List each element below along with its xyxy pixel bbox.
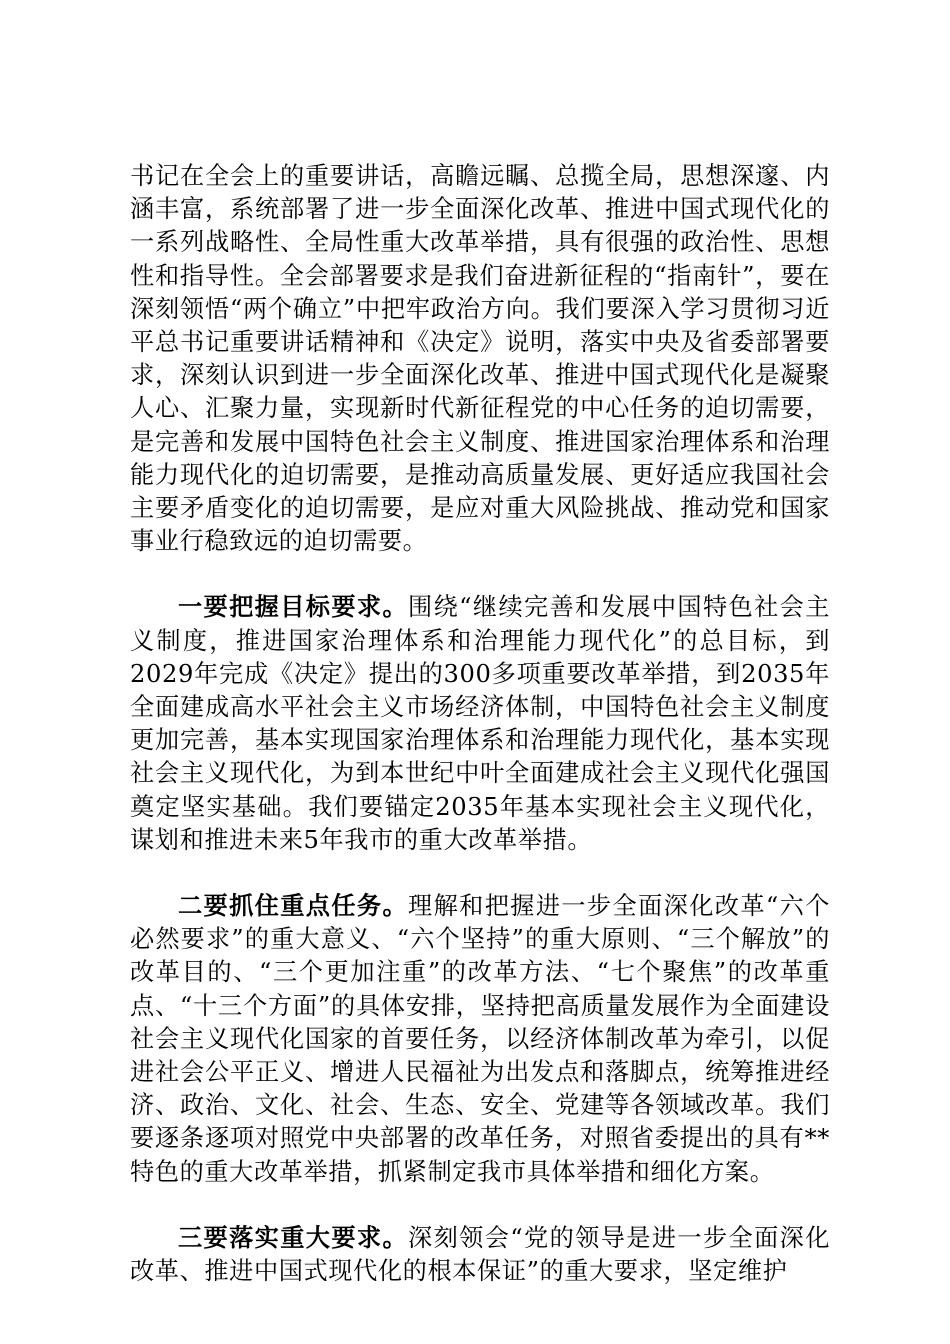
document-body — [130, 160, 830, 1320]
paragraph-text: 书记在全会上的重要讲话，高瞻远瞩、总揽全局，思想深邃、内涵丰富，系统部署了进一步全面深化改革、推进中国式现代化的一系列战略性、全局性重大改革举措，具有很强的政治性、思想性和指导性。全会部署要求是我们奋进新征程的“指南针”，要在深刻领悟“两个确立”中把牢政治方向。我们要深入学习贯彻习近平总书记重要讲话精神和《决定》说明，落实中央及省委部署要求，深刻认识到进一步全面深化改革、推进中国式现代化是凝聚人心、汇聚力量，实现新时代新征程党的中心任务的迫切需要，是完善和发展中国特色社会主义制度、推进国家治理体系和治理能力现代化的迫切需要，是推动高质量发展、更好适应我国社会主要矛盾变化的迫切需要，是应对重大风险挑战、推动党和国家事业行稳致远的迫切需要。 — [130, 162, 830, 556]
paragraph-key-tasks — [130, 889, 830, 1189]
paragraph-text: 理解和把握进一步全面深化改革“六个必然要求”的重大意义、“六个坚持”的重大原则、“三个解放”的改革目的、“三个更加注重”的改革方法、“七个聚焦”的改革重点、“十三个方面”的具体安排，坚持把高质量发展作为全面建设社会主义现代化国家的首要任务，以经济体制改革为牵引，以促进社会公平正义、增进人民福祉为出发点和落脚点，统筹推进经济、政治、文化、社会、生态、安全、党建等各领域改革。我们要逐条逐项对照党中央部署的改革任务，对照省委提出的具有**特色的重大改革举措，抓紧制定我市具体举措和细化方案。 — [130, 892, 830, 1186]
paragraph-text: 深刻领会“党的领导是进一步全面深化改革、推进中国式现代化的根本保证”的重大要求，坚定维护 — [130, 1223, 830, 1286]
paragraph-lead-heading: 三要落实重大要求。 — [178, 1222, 409, 1252]
paragraph-lead-heading: 一要把握目标要求。 — [178, 592, 409, 622]
paragraph-target-requirements — [130, 590, 830, 857]
paragraph-lead-heading: 二要抓住重点任务。 — [178, 891, 409, 921]
paragraph-intro — [130, 160, 830, 558]
paragraph-major-requirements — [130, 1221, 830, 1288]
paragraph-text: 围绕“继续完善和发展中国特色社会主义制度，推进国家治理体系和治理能力现代化”的总目标，到2029年完成《决定》提出的300多项重要改革举措，到2035年全面建成高水平社会主义市场经济体制，中国特色社会主义制度更加完善，基本实现国家治理体系和治理能力现代化，基本实现社会主义现代化，为到本世纪中叶全面建成社会主义现代化强国奠定坚实基础。我们要锚定2035年基本实现社会主义现代化，谋划和推进未来5年我市的重大改革举措。 — [130, 593, 830, 854]
